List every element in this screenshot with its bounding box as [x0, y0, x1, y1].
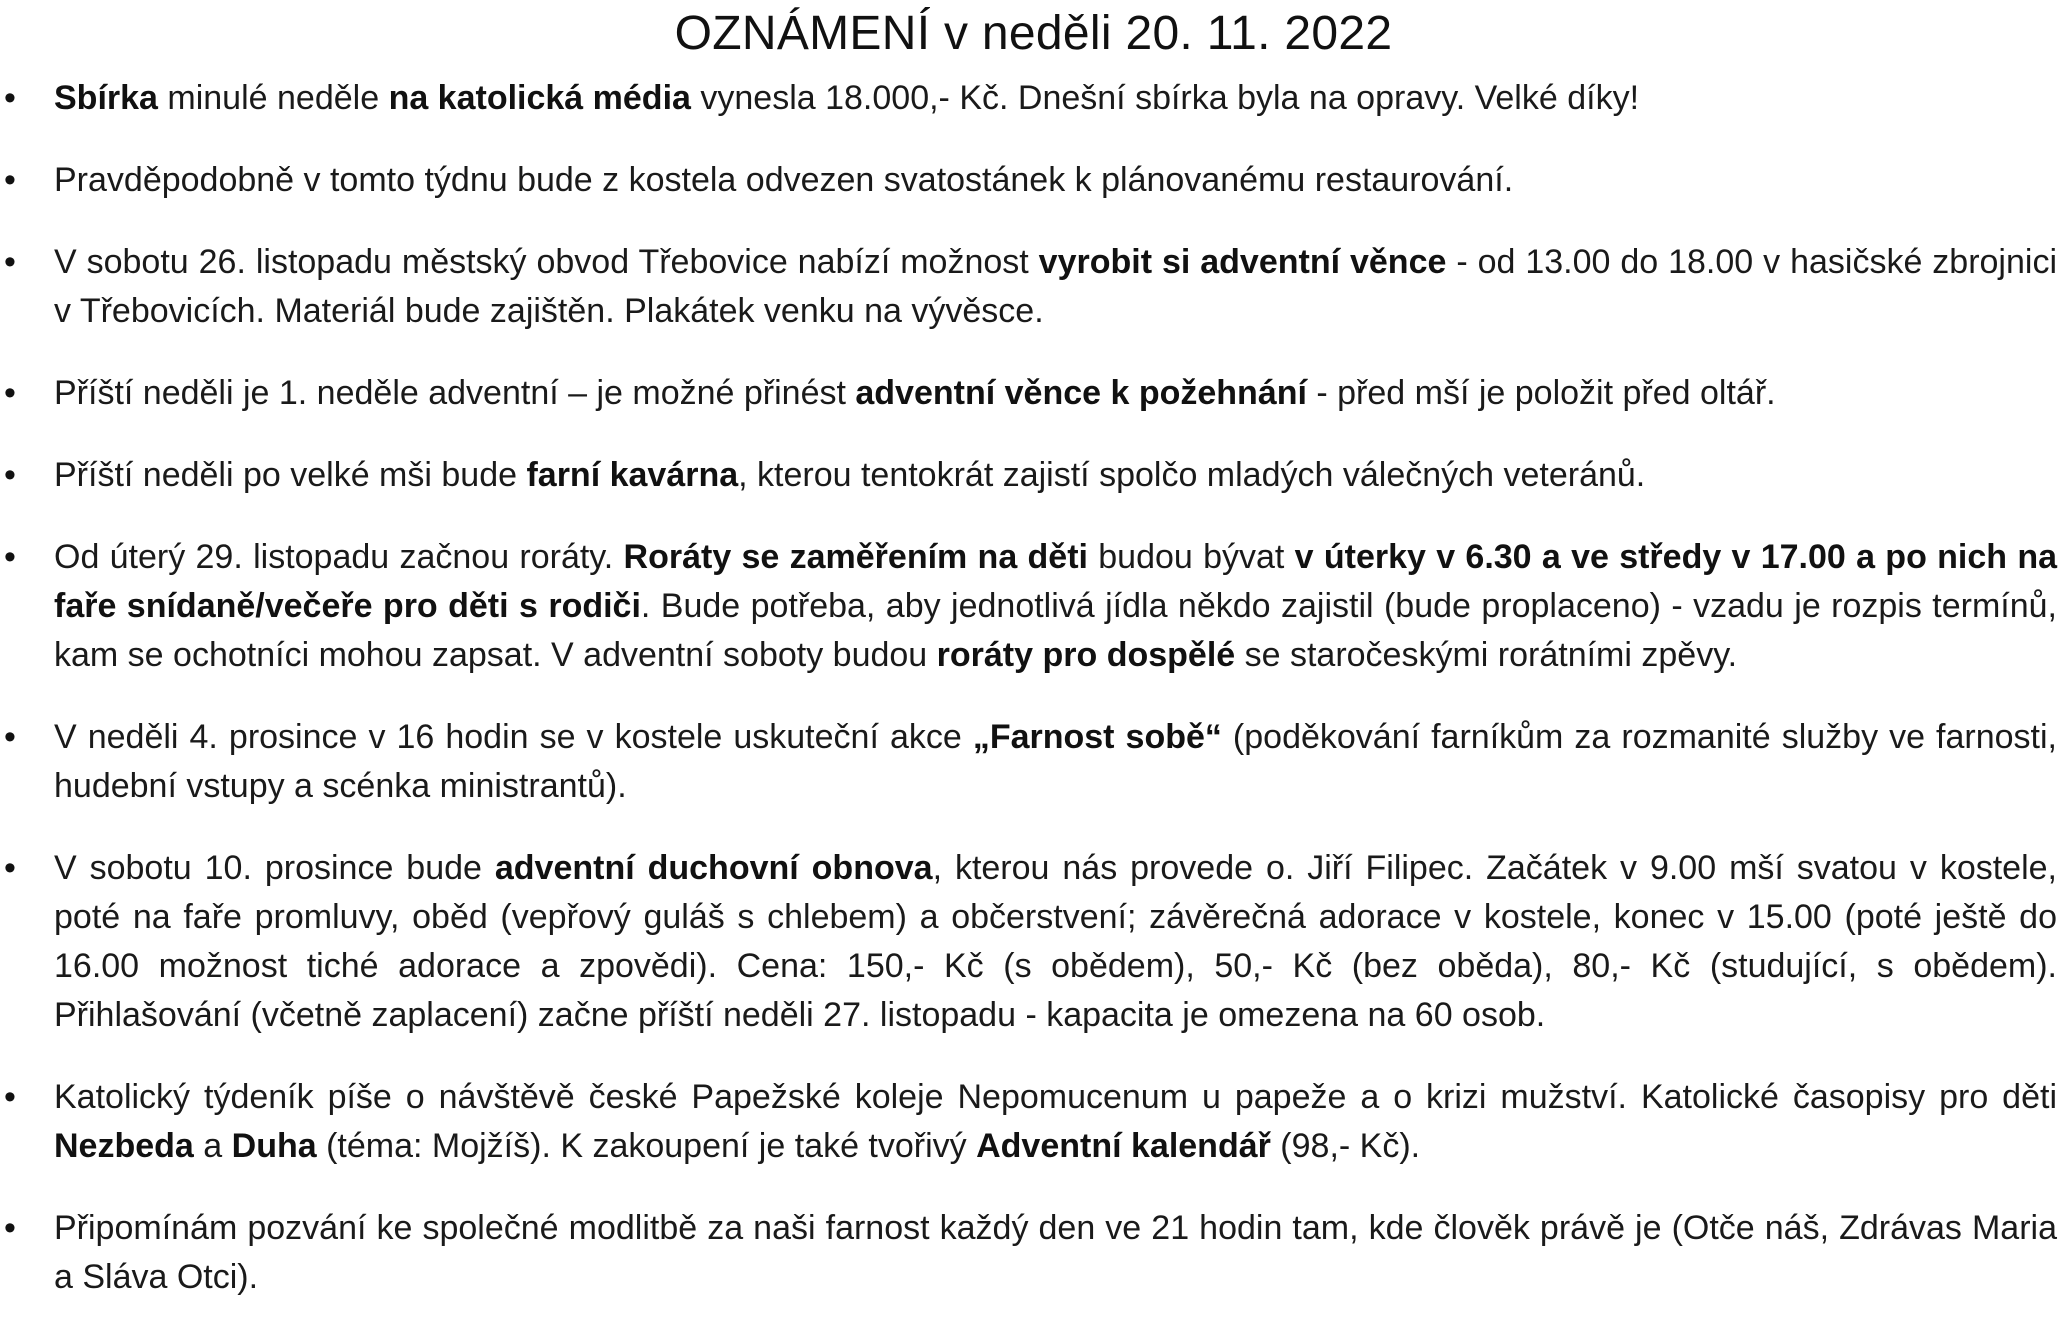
emphasis-text: „Farnost sobě“ [972, 718, 1222, 756]
item-text: (téma: Mojžíš). K zakoupení je také tvořivý [316, 1127, 977, 1165]
bullet-icon: • [4, 718, 16, 756]
bullet-icon: • [4, 1078, 16, 1116]
item-text: Připomínám pozvání ke společné modlitbě za naši farnost každý den ve 21 hodin tam, kde člověk právě je (Otče náš, Zdrávas Maria a Sláva Otci). [54, 1209, 2057, 1296]
item-text: V sobotu 10. prosince bude [54, 849, 495, 887]
item-text: budou bývat [1087, 538, 1295, 576]
emphasis-text: Adventní kalendář [976, 1127, 1271, 1165]
item-text: (98,- Kč). [1270, 1127, 1421, 1165]
announcement-item [0, 844, 2057, 1040]
announcement-item [0, 156, 2057, 205]
announcement-item [0, 713, 2057, 811]
item-text: Příští neděli je 1. neděle adventní – je možné přinést [54, 374, 856, 412]
emphasis-text: Nezbeda [54, 1127, 194, 1165]
item-text: Katolický týdeník píše o návštěvě české Papežské koleje Nepomucenum u papeže a o krizi mužství. Katolické časopisy pro děti [54, 1078, 2057, 1116]
item-text: Příští neděli po velké mši bude [54, 456, 527, 494]
bullet-icon: • [4, 374, 16, 412]
announcement-item [0, 451, 2057, 500]
emphasis-text: adventní duchovní obnova [494, 849, 933, 887]
bullet-icon: • [4, 849, 16, 887]
item-text: Pravděpodobně v tomto týdnu bude z kostela odvezen svatostánek k plánovanému restaurování. [54, 161, 1514, 199]
item-text: vynesla 18.000,- Kč. Dnešní sbírka byla na opravy. Velké díky! [690, 79, 1640, 117]
emphasis-text: v úterky v 6.30 a ve středy v 17.00 a po nich na faře snídaně/večeře pro děti s rodiči [54, 538, 2058, 625]
emphasis-text: vyrobit si adventní věnce [1038, 243, 1447, 281]
emphasis-text: Duha [231, 1127, 317, 1165]
item-text: - od 13.00 do 18.00 v hasičské zbrojnici v Třebovicích. Materiál bude zajištěn. Plakátek venku na vývěsce. [54, 243, 2057, 330]
bullet-icon: • [4, 456, 16, 494]
item-text: a [193, 1127, 232, 1165]
bullet-icon: • [4, 1209, 16, 1247]
item-text: V neděli 4. prosince v 16 hodin se v kostele uskuteční akce [54, 718, 973, 756]
emphasis-text: adventní věnce k požehnání [855, 374, 1307, 412]
bullet-icon: • [4, 79, 16, 117]
emphasis-text: Sbírka [54, 79, 158, 117]
announcement-item [0, 1204, 2057, 1302]
announcement-item [0, 74, 2057, 123]
item-text: se staročeskými rorátními zpěvy. [1235, 636, 1738, 674]
item-text: , kterou nás provede o. Jiří Filipec. Začátek v 9.00 mší svatou v kostele, poté na faře promluvy, oběd (vepřový guláš s chlebem) a občerstvení; závěrečná adorace v kostele, konec v 15.00 (poté ještě do 16.00 možnost tiché adorace a zpovědi). Cena: 150,- Kč (s obědem), 50,- Kč (bez oběda), 80,- Kč (studující, s obědem). Přihlašování (včetně zaplacení) začne příští neděli 27. listopadu - kapacita je omezena na 60 osob. [54, 849, 2057, 1034]
emphasis-text: roráty pro dospělé [936, 636, 1236, 674]
item-text: (poděkování farníkům za rozmanité služby ve farnosti, hudební vstupy a scénka ministrantů). [54, 718, 2058, 805]
item-text: minulé neděle [157, 79, 389, 117]
announcement-item [0, 369, 2057, 418]
emphasis-text: Roráty se zaměřením na děti [623, 538, 1088, 576]
page-title: OZNÁMENÍ v neděli 20. 11. 2022 [674, 7, 1393, 60]
item-text: . Bude potřeba, aby jednotlivá jídla někdo zajistil (bude proplaceno) - vzadu je rozpis termínů, kam se ochotníci mohou zapsat. V adventní soboty budou [54, 587, 2057, 674]
bullet-icon: • [4, 161, 16, 199]
item-text: - před mší je položit před oltář. [1306, 374, 1776, 412]
bullet-icon: • [4, 243, 16, 281]
announcement-item [0, 1073, 2057, 1171]
item-text: , kterou tentokrát zajistí spolčo mladých válečných veteránů. [738, 456, 1646, 494]
emphasis-text: na katolická média [388, 79, 691, 117]
announcement-item [0, 238, 2057, 336]
announcement-list [0, 74, 2057, 1302]
item-text: Od úterý 29. listopadu začnou roráty. [54, 538, 624, 576]
announcement-item [0, 533, 2057, 680]
item-text: V sobotu 26. listopadu městský obvod Třebovice nabízí možnost [54, 243, 1039, 281]
bullet-icon: • [4, 538, 16, 576]
emphasis-text: farní kavárna [526, 456, 739, 494]
